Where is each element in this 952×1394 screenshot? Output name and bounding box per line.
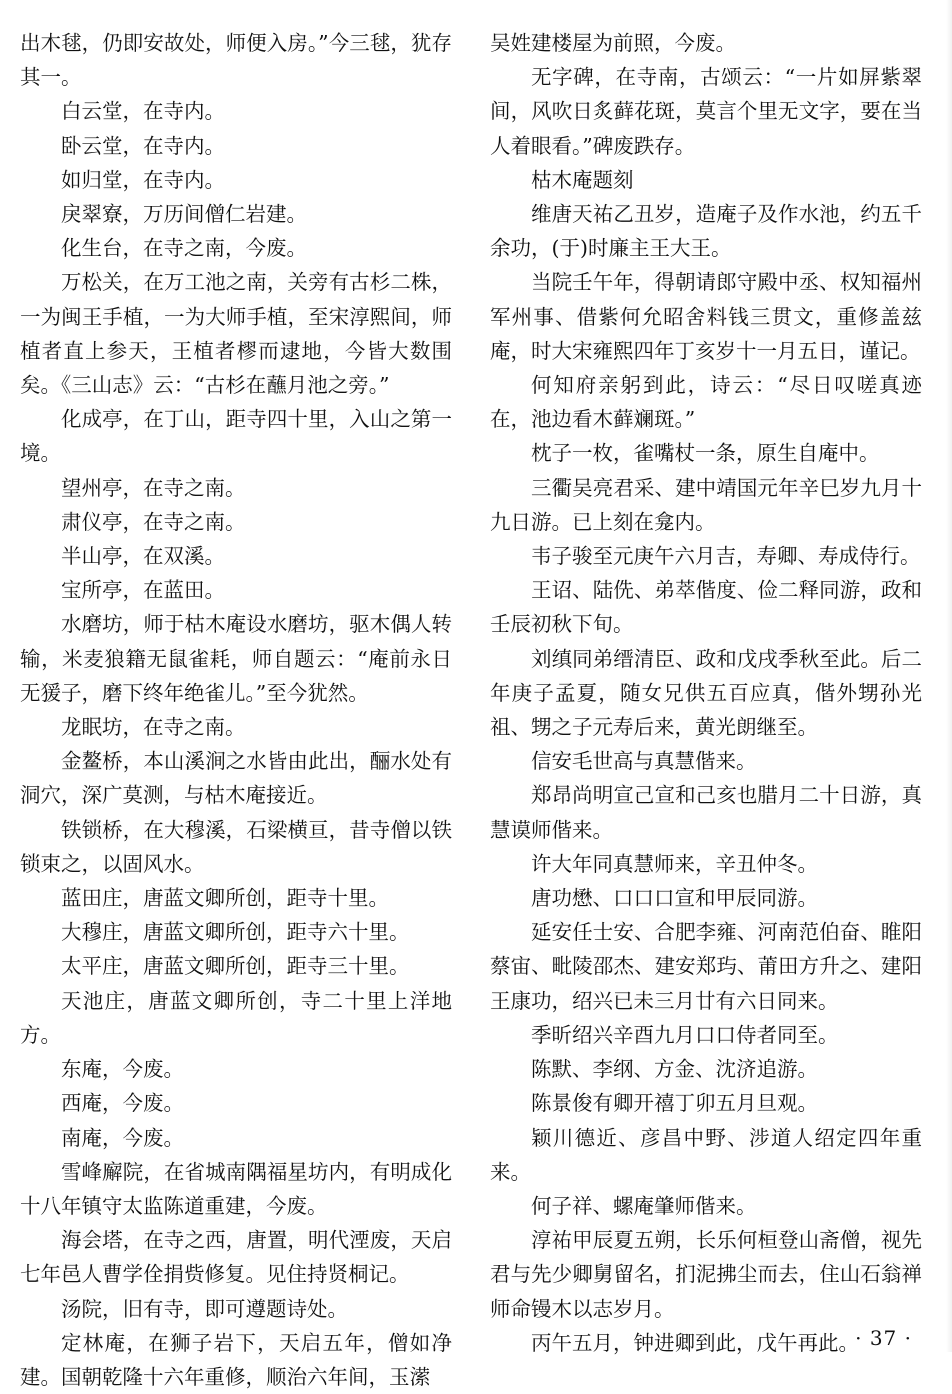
paragraph: 郑昂尚明宣己宣和己亥也腊月二十日游，真慧谟师偕来。	[490, 783, 922, 842]
paragraph: 化成亭，在丁山，距寺四十里，入山之第一境。	[20, 407, 452, 466]
paragraph: 肃仪亭，在寺之南。	[61, 509, 246, 534]
paragraph: 何知府亲躬到此，诗云：“尽日叹嗟真迹在，池边看木藓斓斑。”	[490, 373, 922, 432]
paragraph: 金鳌桥，本山溪涧之水皆由此出，酾水处有洞穴，深广莫测，与枯木庵接近。	[20, 749, 452, 808]
paragraph: 何子祥、螺庵肇师偕来。	[531, 1193, 757, 1218]
paragraph: 韦子骏至元庚午六月吉，寿卿、寿成侍行。	[531, 544, 921, 569]
right-column	[490, 26, 922, 1360]
paragraph: 唐功懋、口口口宣和甲辰同游。	[531, 886, 818, 911]
paragraph: 宝所亭，在蓝田。	[61, 578, 225, 603]
paragraph: 汤院，旧有寺，即可遵题诗处。	[61, 1296, 348, 1321]
paragraph: 枯木庵题刻	[531, 167, 634, 192]
paragraph: 出木毬，仍即安故处，师便入房。”今三毬，犹存其一。	[20, 31, 452, 90]
paragraph: 王诏、陆侁、弟萃偕度、俭二释同游，政和壬辰初秋下旬。	[490, 578, 922, 637]
paragraph: 维唐天祐乙丑岁，造庵子及作水池，约五千余功，(于)时廉主王大王。	[490, 202, 922, 261]
paragraph: 半山亭，在双溪。	[61, 544, 225, 569]
page-number: · 37 ·	[855, 1326, 912, 1350]
paragraph: 无字碑，在寺南，古颂云：“一片如屏紫翠间，风吹日炙藓花斑，莫言个里无文字，要在当人着眼看。”碑废跌存。	[490, 65, 922, 158]
left-column	[20, 26, 452, 1394]
paragraph: 南庵，今废。	[61, 1125, 184, 1150]
paragraph: 当院壬午年，得朝请郎守殿中丞、权知福州军州事、借紫何允昭舍料钱三贯文，重修盖兹庵，时大宋雍熙四年丁亥岁十一月五日，谨记。	[490, 270, 922, 363]
paragraph: 海会塔，在寺之西，唐置，明代湮废，天启七年邑人曹学佺捐赀修复。见住持贤桐记。	[20, 1228, 452, 1287]
paragraph: 万松关，在万工池之南，关旁有古杉二株，一为闽王手植，一为大师手植，至宋淳熙间，师植者直上参天，王植者樛而逮地，今皆大数围矣。《三山志》云：“古杉在蘸月池之旁。”	[20, 270, 452, 398]
scan-edge	[946, 0, 952, 1352]
paragraph: 陈景俊有卿开禧丁卯五月旦观。	[531, 1091, 818, 1116]
paragraph: 刘缜同弟缙清臣、政和戊戌季秋至此。后二年庚子孟夏，随女兄供五百应真，偕外甥孙光祖、甥之子元寿后来，黄光朗继至。	[490, 646, 922, 740]
paragraph: 铁锁桥，在大穆溪，石梁横亘，昔寺僧以铁锁束之，以固风水。	[20, 817, 452, 876]
paragraph: 龙眠坊，在寺之南。	[61, 715, 246, 740]
paragraph: 卧云堂，在寺内。	[61, 133, 225, 158]
paragraph: 天池庄，唐蓝文卿所创，寺二十里上洋地方。	[20, 988, 452, 1047]
paragraph: 丙午五月，钟进卿到此，戊午再此。	[531, 1330, 859, 1355]
paragraph: 季昕绍兴辛酉九月口口侍者同至。	[531, 1022, 839, 1047]
paragraph: 吴姓建楼屋为前照，今废。	[490, 31, 736, 55]
paragraph: 许大年同真慧师来，辛丑仲冬。	[531, 851, 818, 876]
paragraph: 三衢吴亮君采、建中靖国元年辛巳岁九月十九日游。已上刻在龛内。	[490, 475, 922, 534]
paragraph: 东庵，今废。	[61, 1057, 184, 1082]
paragraph: 信安毛世高与真慧偕来。	[531, 749, 757, 774]
paragraph: 如归堂，在寺内。	[61, 167, 225, 192]
paragraph: 雪峰廨院，在省城南隅福星坊内，有明成化十八年镇守太监陈道重建，今废。	[20, 1159, 452, 1218]
paragraph: 望州亭，在寺之南。	[61, 475, 246, 500]
paragraph: 化生台，在寺之南，今废。	[61, 236, 307, 261]
paragraph: 大穆庄，唐蓝文卿所创，距寺六十里。	[61, 920, 410, 945]
paragraph: 定林庵，在狮子岩下，天启五年，僧如净建。国朝乾隆十六年重修，顺治六年间，玉潆	[20, 1330, 452, 1389]
paragraph: 太平庄，唐蓝文卿所创，距寺三十里。	[61, 954, 410, 979]
paragraph: 枕子一枚，雀嘴杖一条，原生自庵中。	[531, 441, 880, 466]
paragraph: 蓝田庄，唐蓝文卿所创，距寺十里。	[61, 886, 389, 911]
paragraph: 陈默、李纲、方金、沈济追游。	[531, 1057, 818, 1082]
paragraph: 淳祐甲辰夏五朔，长乐何桓登山斋僧，视先君与先少卿舅留名，扪泥拂尘而去，住山石翁禅师命镘木以志岁月。	[490, 1228, 922, 1321]
paragraph: 戾翠寮，万历间僧仁岩建。	[61, 202, 307, 227]
paragraph: 颖川德近、彦昌中野、涉道人绍定四年重来。	[490, 1125, 922, 1184]
paragraph: 水磨坊，师于枯木庵设水磨坊，驱木偶人转输，米麦狼籍无鼠雀耗，师自题云：“庵前永日无猨子，磨下终年绝雀儿。”至今犹然。	[20, 612, 452, 705]
paragraph: 延安任士安、合肥李雍、河南范伯奋、睢阳蔡宙、毗陵邵杰、建安郑玙、莆田方升之、建阳王康功，绍兴已未三月廿有六日同来。	[490, 920, 922, 1013]
paragraph: 白云堂，在寺内。	[61, 99, 225, 124]
paragraph: 西庵，今废。	[61, 1091, 184, 1116]
